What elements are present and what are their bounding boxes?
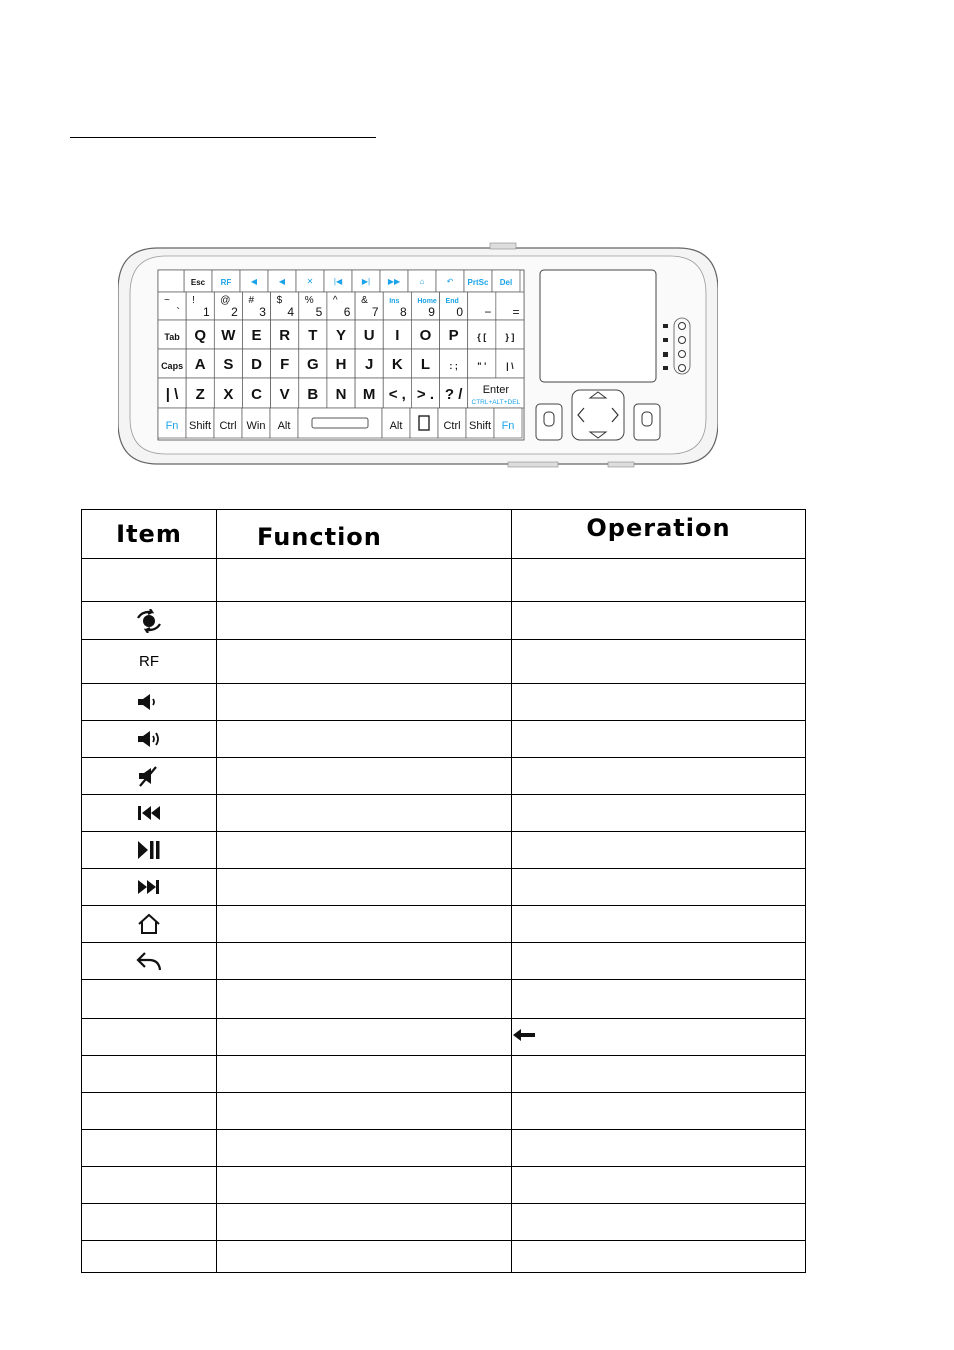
table-row [82,758,806,795]
key-label: ? / [444,386,463,403]
key-label: 5 [315,305,323,319]
key-label: J [364,356,374,373]
key [355,292,383,320]
table-row [82,1093,806,1130]
item-cell [82,602,217,640]
key-label: X [223,386,234,403]
table-row [82,559,806,602]
key-label: B [307,386,319,403]
item-cell [82,1130,217,1167]
function-cell [217,869,512,906]
mute-icon [136,767,162,784]
key-label: Win [246,420,266,432]
table-row [82,1056,806,1093]
key-label: RF [220,278,232,287]
header-item: Item [82,510,217,559]
key [242,292,270,320]
function-cell [217,721,512,758]
function-cell [217,640,512,684]
table-row [82,1130,806,1167]
item-cell [82,980,217,1019]
item-label: RF [139,653,159,670]
key-label: E [251,327,262,344]
media-glyph: ▶| [361,277,371,286]
item-cell [82,684,217,721]
previous-track-icon [136,804,162,821]
key-label: 0 [456,305,464,319]
key-label: D [251,356,262,373]
key [158,270,184,292]
key-label: G [307,356,319,373]
item-cell [82,640,217,684]
key [158,292,186,320]
key-label: Del [499,278,513,287]
item-cell [82,943,217,980]
key-label: ~ [164,295,170,306]
key-label: Fn [165,420,179,432]
key [440,292,468,320]
table-row [82,906,806,943]
function-cell [217,1241,512,1273]
item-cell [82,832,217,869]
key-label: H [335,356,347,373]
key-label: U [363,327,375,344]
key-label: ! [192,295,195,306]
item-cell [82,906,217,943]
table-row [82,1204,806,1241]
key-label: = [512,305,520,319]
key-label: PrtSc [467,278,489,287]
key [410,408,438,438]
table-row [82,980,806,1019]
function-cell [217,943,512,980]
keyboard-drawing [118,240,718,472]
function-cell [217,1056,512,1093]
operation-cell [512,1019,806,1056]
item-cell [82,869,217,906]
key-label: # [248,295,255,306]
key-label: 2 [231,305,238,319]
key-label: % [304,295,314,306]
key-label: V [279,386,290,403]
key-label: ^ [332,295,338,306]
function-cell [217,1130,512,1167]
key [271,292,299,320]
key-label: Ins [389,298,400,305]
key-label: 6 [343,305,351,319]
key [383,292,411,320]
volume-down-icon [136,693,162,710]
operation-cell [512,684,806,721]
key-label: K [391,356,403,373]
key-label: 3 [259,305,266,319]
table-row [82,721,806,758]
key-label: W [221,327,236,344]
function-cell [217,1019,512,1056]
key-label: 9 [428,305,435,319]
key-label: : ; [449,361,458,371]
table-row [82,640,806,684]
function-cell [217,1167,512,1204]
key-label: 1 [202,305,210,319]
key-label: Tab [164,332,180,342]
media-glyph: ◀ [250,277,258,286]
key-label: CTRL+ALT+DEL [471,399,521,406]
key-label: Esc [190,278,206,287]
table-row [82,869,806,906]
key-label: Shift [468,420,492,432]
key [496,292,524,320]
key-label: | \ [165,386,179,403]
key-label: S [223,356,234,373]
key-label: Ctrl [443,420,461,432]
function-cell [217,1204,512,1241]
key-label: M [362,386,376,403]
key-label: } ] [505,332,515,342]
header-operation: Operation [512,510,806,559]
media-glyph: |◀ [333,277,343,286]
media-glyph: ↶ [446,277,454,286]
key-label: Z [195,386,205,403]
table-row [82,1019,806,1056]
item-cell [82,1056,217,1093]
next-track-icon [136,878,162,895]
key-label: $ [276,295,283,306]
media-glyph: ▶▶ [387,277,401,286]
key-label: Q [194,327,207,344]
function-cell [217,980,512,1019]
key-label: N [335,386,347,403]
header-function: Function [217,510,512,559]
item-cell [82,1167,217,1204]
header-rule [70,137,376,138]
function-cell [217,906,512,943]
table-row [82,943,806,980]
operation-cell [512,832,806,869]
item-cell [82,1204,217,1241]
item-cell [82,559,217,602]
key-label: Shift [188,420,212,432]
item-cell [82,758,217,795]
table-row [82,1241,806,1273]
table-row [82,1167,806,1204]
operation-cell [512,559,806,602]
key-label: & [361,295,368,306]
key-label: Y [335,327,347,344]
item-cell [82,721,217,758]
item-cell [82,795,217,832]
media-glyph: ◀ [278,277,286,286]
key-label: 7 [371,305,379,319]
operation-cell [512,1093,806,1130]
play-pause-icon [136,841,162,858]
key-label: Alt [277,420,291,432]
back-icon [135,952,163,969]
key-label: Ctrl [219,420,237,432]
key-label: " ' [477,361,487,371]
key-label: − [484,305,492,319]
function-cell [217,1093,512,1130]
key-label: @ [220,295,231,306]
operation-cell [512,1167,806,1204]
table-header-row [82,510,806,559]
key-label: ` [176,305,181,319]
item-cell [82,1019,217,1056]
function-cell [217,795,512,832]
key-label: I [395,327,400,344]
key [327,292,355,320]
key-label: C [251,386,262,403]
key-label: F [280,356,290,373]
key-label: R [279,327,291,344]
key-label: { [ [477,332,487,342]
operation-cell [512,1241,806,1273]
media-glyph: ✕ [306,277,314,286]
key-label: End [445,298,459,305]
function-cell [217,559,512,602]
key-label: | \ [506,361,514,371]
operation-cell [512,721,806,758]
operation-cell [512,980,806,1019]
key-label: Fn [501,420,515,432]
operation-cell [512,1056,806,1093]
key-label: P [448,327,459,344]
table-row [82,795,806,832]
key-label: L [420,356,431,373]
function-table [81,509,806,1273]
key-label: O [419,327,432,344]
operation-cell [512,1130,806,1167]
operation-cell [512,795,806,832]
space-bar [312,418,368,428]
key-label: Alt [389,420,403,432]
function-cell [217,684,512,721]
table-row [82,684,806,721]
table-row [82,602,806,640]
function-cell [217,832,512,869]
key-label: A [194,356,206,373]
operation-cell [512,1204,806,1241]
function-cell [217,758,512,795]
operation-cell [512,943,806,980]
item-cell [82,1093,217,1130]
item-cell [82,1241,217,1273]
key [411,292,439,320]
key-label: Caps [161,361,184,371]
volume-up-icon [136,730,162,747]
key-label: 8 [400,305,407,319]
key-label: Enter [482,384,509,396]
table-row [82,832,806,869]
key-label: T [308,327,318,344]
operation-cell [512,906,806,943]
key-label: < , [388,386,406,403]
sync-icon [134,611,164,628]
operation-cell [512,869,806,906]
operation-cell [512,602,806,640]
operation-cell [512,640,806,684]
key-label: 4 [287,305,295,319]
function-cell [217,602,512,640]
key [186,292,214,320]
home-icon [136,915,162,932]
keyboard-illustration [118,240,718,472]
media-glyph: ⌂ [419,277,425,286]
operation-cell [512,758,806,795]
backspace-arrow-icon [512,1029,536,1046]
key-label: Home [417,298,437,305]
key-label: > . [416,386,435,403]
key [468,292,496,320]
